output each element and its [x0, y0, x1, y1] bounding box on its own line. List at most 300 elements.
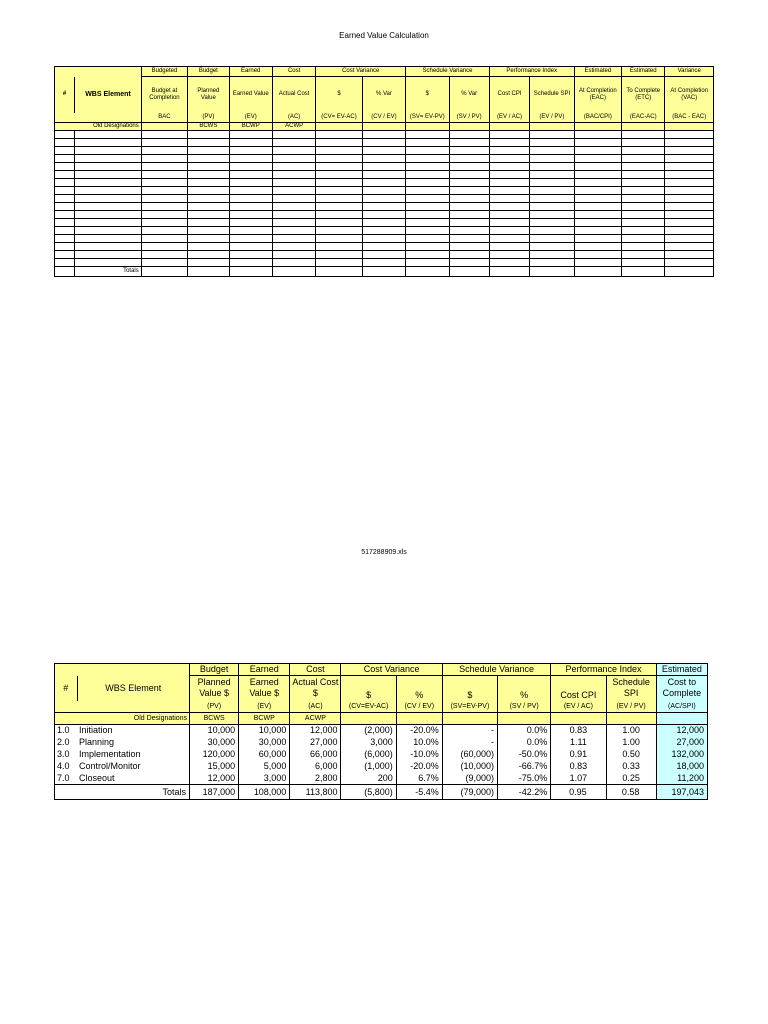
template-empty-cell [530, 187, 574, 195]
template-empty-cell [75, 131, 142, 139]
row-etc: 12,000 [656, 725, 707, 737]
template-empty-cell [449, 139, 489, 147]
template-empty-cell [489, 155, 529, 163]
formula-label: (PV) [190, 701, 239, 713]
template-empty-cell [665, 203, 714, 211]
template-empty-cell [574, 147, 621, 155]
row-spi: 1.00 [606, 725, 656, 737]
formula-label: BAC [141, 113, 187, 123]
template-empty-cell [622, 219, 665, 227]
template-empty-cell [665, 163, 714, 171]
totals-etc: 197,043 [656, 785, 707, 800]
template-empty-cell [574, 211, 621, 219]
formula-label: (CV / EV) [396, 701, 442, 713]
template-empty-cell [316, 227, 362, 235]
template-empty-cell [449, 131, 489, 139]
template-table [54, 66, 714, 277]
template-empty-cell [229, 195, 272, 203]
template-empty-row [55, 235, 714, 243]
row-number: 1.0 [55, 725, 78, 737]
formula-label: (PV) [188, 113, 229, 123]
template-empty-cell [489, 219, 529, 227]
row-name: Implementation [77, 749, 190, 761]
template-empty-cell [406, 235, 449, 243]
row-pv: 120,000 [190, 749, 239, 761]
template-empty-cell [362, 251, 405, 259]
row-sv: (10,000) [442, 761, 497, 773]
template-empty-cell [272, 243, 315, 251]
row-name: Control/Monitor [77, 761, 190, 773]
row-cv-percent: 6.7% [396, 773, 442, 785]
old-designation: BCWS [188, 123, 229, 131]
template-empty-cell [574, 139, 621, 147]
template-empty-cell [75, 219, 142, 227]
template-empty-cell [574, 243, 621, 251]
template-empty-cell [665, 131, 714, 139]
template-empty-cell [362, 235, 405, 243]
template-empty-cell [229, 187, 272, 195]
template-empty-cell [272, 259, 315, 267]
row-cv: 3,000 [341, 737, 396, 749]
old-designation: ACWP [290, 713, 341, 725]
totals-sv-percent: -42.2% [498, 785, 551, 800]
template-empty-cell [272, 131, 315, 139]
template-empty-cell [622, 211, 665, 219]
template-empty-cell [55, 171, 75, 179]
formula-label: (AC) [272, 113, 315, 123]
group-header: Cost Variance [316, 67, 406, 77]
old-designation: ACWP [272, 123, 315, 131]
template-empty-cell [141, 227, 187, 235]
row-sv-percent: 0.0% [498, 737, 551, 749]
template-empty-cell [55, 211, 75, 219]
row-pv: 10,000 [190, 725, 239, 737]
template-empty-cell [362, 155, 405, 163]
row-ac: 66,000 [290, 749, 341, 761]
template-empty-cell [406, 195, 449, 203]
template-empty-cell [272, 203, 315, 211]
formula-label: (EV / AC) [489, 113, 529, 123]
group-header: Cost [272, 67, 315, 77]
template-empty-cell [55, 227, 75, 235]
template-empty-cell [622, 131, 665, 139]
template-empty-cell [449, 187, 489, 195]
row-etc: 18,000 [656, 761, 707, 773]
row-etc: 27,000 [656, 737, 707, 749]
template-empty-cell [75, 243, 142, 251]
template-empty-cell [141, 163, 187, 171]
template-empty-cell [489, 259, 529, 267]
template-empty-cell [665, 251, 714, 259]
template-empty-cell [55, 243, 75, 251]
old-designations-label: Old Designations [55, 713, 190, 725]
template-empty-cell [362, 219, 405, 227]
template-empty-row [55, 155, 714, 163]
template-empty-row [55, 147, 714, 155]
template-empty-cell [406, 155, 449, 163]
template-empty-cell [141, 219, 187, 227]
formula-label: (EV / PV) [530, 113, 574, 123]
template-empty-cell [188, 227, 229, 235]
template-empty-cell [141, 147, 187, 155]
template-empty-cell [188, 139, 229, 147]
row-cv-percent: -20.0% [396, 761, 442, 773]
row-name: Closeout [77, 773, 190, 785]
template-empty-cell [574, 251, 621, 259]
template-empty-cell [188, 131, 229, 139]
template-empty-cell [489, 251, 529, 259]
template-empty-cell [489, 187, 529, 195]
template-empty-cell [272, 147, 315, 155]
table-row [55, 749, 708, 761]
table-row [55, 725, 708, 737]
table-row [55, 761, 708, 773]
template-empty-cell [530, 147, 574, 155]
template-empty-cell [574, 131, 621, 139]
template-empty-row [55, 203, 714, 211]
formula-label: (EV / AC) [551, 701, 606, 713]
template-empty-cell [272, 195, 315, 203]
template-empty-cell [530, 195, 574, 203]
template-empty-cell [665, 243, 714, 251]
template-empty-cell [229, 211, 272, 219]
row-etc: 132,000 [656, 749, 707, 761]
template-empty-cell [449, 203, 489, 211]
template-empty-cell [489, 203, 529, 211]
template-empty-cell [530, 219, 574, 227]
template-empty-cell [272, 211, 315, 219]
template-empty-cell [55, 195, 75, 203]
header-corner [55, 664, 190, 676]
column-label: % [396, 676, 442, 701]
column-label: Planned Value $ [190, 676, 239, 701]
template-empty-cell [449, 211, 489, 219]
row-spi: 0.25 [606, 773, 656, 785]
wbs-header: WBS Element [75, 77, 142, 113]
hash-header: # [55, 77, 75, 113]
template-empty-cell [622, 147, 665, 155]
template-empty-cell [622, 179, 665, 187]
template-empty-cell [406, 251, 449, 259]
row-cv-percent: -10.0% [396, 749, 442, 761]
row-sv-percent: -75.0% [498, 773, 551, 785]
template-empty-cell [622, 203, 665, 211]
column-label: Cost CPI [489, 77, 529, 113]
template-empty-cell [665, 179, 714, 187]
template-empty-cell [55, 259, 75, 267]
template-empty-cell [55, 179, 75, 187]
template-empty-cell [229, 139, 272, 147]
template-empty-cell [316, 219, 362, 227]
template-empty-cell [362, 147, 405, 155]
template-empty-cell [530, 203, 574, 211]
template-empty-cell [75, 235, 142, 243]
template-empty-cell [406, 147, 449, 155]
template-empty-cell [362, 163, 405, 171]
template-empty-cell [449, 243, 489, 251]
column-label: % Var [449, 77, 489, 113]
template-empty-cell [55, 155, 75, 163]
template-empty-cell [622, 235, 665, 243]
template-empty-cell [574, 235, 621, 243]
group-header: Schedule Variance [442, 664, 550, 676]
column-label: Schedule SPI [606, 676, 656, 701]
wbs-header: WBS Element [77, 676, 190, 701]
group-header: Budget [188, 67, 229, 77]
template-empty-row [55, 187, 714, 195]
template-empty-cell [449, 155, 489, 163]
template-empty-cell [316, 155, 362, 163]
table-row [55, 737, 708, 749]
template-empty-row [55, 195, 714, 203]
template-empty-cell [574, 171, 621, 179]
template-empty-cell [406, 259, 449, 267]
template-empty-cell [316, 251, 362, 259]
template-empty-cell [316, 163, 362, 171]
template-empty-cell [622, 251, 665, 259]
file-name: 517288909.xls [361, 549, 407, 556]
old-designation: BCWP [229, 123, 272, 131]
old-designation: BCWS [190, 713, 239, 725]
template-empty-row [55, 139, 714, 147]
row-pv: 30,000 [190, 737, 239, 749]
template-empty-cell [75, 187, 142, 195]
template-empty-cell [55, 163, 75, 171]
template-empty-cell [622, 187, 665, 195]
template-empty-cell [188, 171, 229, 179]
formula-label: (CV=EV-AC) [341, 701, 396, 713]
template-empty-cell [75, 147, 142, 155]
group-header: Performance Index [489, 67, 574, 77]
template-empty-cell [489, 163, 529, 171]
group-header: Schedule Variance [406, 67, 490, 77]
group-header: Earned [239, 664, 290, 676]
template-empty-cell [272, 179, 315, 187]
row-ac: 27,000 [290, 737, 341, 749]
example-data-rows [55, 725, 708, 785]
formula-label: (EAC-AC) [622, 113, 665, 123]
row-cv: 200 [341, 773, 396, 785]
template-empty-cell [316, 243, 362, 251]
template-empty-cell [489, 171, 529, 179]
template-empty-cell [406, 211, 449, 219]
template-empty-cell [489, 195, 529, 203]
template-empty-cell [449, 179, 489, 187]
template-empty-cell [530, 155, 574, 163]
group-header: Budgeted [141, 67, 187, 77]
group-header: Estimated [656, 664, 707, 676]
template-empty-cell [574, 187, 621, 195]
column-label: $ [316, 77, 362, 113]
template-empty-cell [316, 203, 362, 211]
template-empty-cell [530, 163, 574, 171]
template-empty-cell [141, 243, 187, 251]
formula-label: (BAC/CPI) [574, 113, 621, 123]
template-empty-cell [406, 131, 449, 139]
template-empty-cell [272, 187, 315, 195]
template-empty-row [55, 227, 714, 235]
row-pv: 12,000 [190, 773, 239, 785]
row-cv: (6,000) [341, 749, 396, 761]
template-empty-cell [574, 227, 621, 235]
template-empty-cell [316, 147, 362, 155]
template-empty-cell [489, 179, 529, 187]
template-empty-cell [75, 195, 142, 203]
template-empty-cell [665, 171, 714, 179]
column-label: $ [442, 676, 497, 701]
column-label: To Complete (ETC) [622, 77, 665, 113]
template-empty-cell [316, 171, 362, 179]
template-empty-cell [75, 227, 142, 235]
column-label: % [498, 676, 551, 701]
template-empty-cell [316, 259, 362, 267]
row-number: 4.0 [55, 761, 78, 773]
old-designation: BCWP [239, 713, 290, 725]
group-header: Variance [665, 67, 714, 77]
template-empty-cell [316, 179, 362, 187]
template-empty-cell [574, 163, 621, 171]
template-empty-cell [622, 139, 665, 147]
row-ev: 10,000 [239, 725, 290, 737]
page-title: Earned Value Calculation [339, 31, 429, 40]
column-label: Planned Value [188, 77, 229, 113]
template-empty-cell [574, 179, 621, 187]
formula-label: (EV / PV) [606, 701, 656, 713]
template-empty-row [55, 163, 714, 171]
formula-label: (CV= EV-AC) [316, 113, 362, 123]
template-empty-cell [362, 243, 405, 251]
template-empty-cell [406, 243, 449, 251]
template-empty-cell [75, 179, 142, 187]
row-sv: - [442, 737, 497, 749]
template-empty-cell [574, 195, 621, 203]
row-ac: 6,000 [290, 761, 341, 773]
template-empty-cell [229, 179, 272, 187]
template-empty-cell [406, 171, 449, 179]
row-cv-percent: -20.0% [396, 725, 442, 737]
template-empty-cell [574, 219, 621, 227]
totals-sv: (79,000) [442, 785, 497, 800]
row-pv: 15,000 [190, 761, 239, 773]
column-label: $ [406, 77, 449, 113]
row-spi: 0.50 [606, 749, 656, 761]
row-sv: (60,000) [442, 749, 497, 761]
formula-label: (CV / EV) [362, 113, 405, 123]
hash-header: # [55, 676, 78, 701]
row-cpi: 0.83 [551, 725, 606, 737]
template-empty-cell [188, 219, 229, 227]
column-label: Actual Cost [272, 77, 315, 113]
template-empty-cell [362, 139, 405, 147]
template-empty-cell [489, 139, 529, 147]
old-designation-cell [141, 123, 187, 131]
template-empty-cell [665, 227, 714, 235]
template-empty-cell [229, 227, 272, 235]
template-empty-cell [489, 147, 529, 155]
template-empty-cell [75, 155, 142, 163]
template-empty-cell [530, 243, 574, 251]
template-empty-row [55, 211, 714, 219]
column-label: % Var [362, 77, 405, 113]
template-empty-cell [406, 227, 449, 235]
column-label: Schedule SPI [530, 77, 574, 113]
group-header: Estimated [574, 67, 621, 77]
template-empty-cell [55, 139, 75, 147]
totals-cpi: 0.95 [551, 785, 606, 800]
totals-ev: 108,000 [239, 785, 290, 800]
template-empty-cell [188, 195, 229, 203]
template-empty-cell [449, 147, 489, 155]
group-header: Cost Variance [341, 664, 442, 676]
formula-label: (SV= EV-PV) [406, 113, 449, 123]
formula-label: (EV) [229, 113, 272, 123]
template-empty-cell [188, 155, 229, 163]
totals-spi: 0.58 [606, 785, 656, 800]
totals-label: Totals [77, 785, 190, 800]
row-cpi: 0.83 [551, 761, 606, 773]
row-sv: - [442, 725, 497, 737]
formula-label: (EV) [239, 701, 290, 713]
template-empty-cell [55, 147, 75, 155]
template-empty-cell [272, 219, 315, 227]
template-empty-cell [229, 147, 272, 155]
row-ev: 60,000 [239, 749, 290, 761]
column-label: $ [341, 676, 396, 701]
template-empty-cell [188, 235, 229, 243]
template-empty-cell [622, 227, 665, 235]
template-empty-cell [316, 139, 362, 147]
template-empty-cell [489, 211, 529, 219]
template-empty-cell [665, 259, 714, 267]
formula-label: (SV / PV) [449, 113, 489, 123]
template-empty-cell [574, 259, 621, 267]
template-empty-cell [574, 155, 621, 163]
template-empty-cell [141, 195, 187, 203]
template-empty-cell [362, 211, 405, 219]
column-label: Earned Value $ [239, 676, 290, 701]
template-empty-cell [449, 163, 489, 171]
template-empty-cell [622, 163, 665, 171]
template-empty-cell [188, 187, 229, 195]
template-empty-cell [449, 227, 489, 235]
template-empty-row [55, 251, 714, 259]
template-empty-cell [530, 139, 574, 147]
template-empty-cell [272, 171, 315, 179]
template-empty-cell [316, 211, 362, 219]
template-empty-row [55, 179, 714, 187]
template-empty-row [55, 219, 714, 227]
template-empty-cell [449, 219, 489, 227]
template-empty-cell [574, 203, 621, 211]
row-spi: 1.00 [606, 737, 656, 749]
template-empty-cell [141, 187, 187, 195]
group-header: Budget [190, 664, 239, 676]
template-empty-cell [489, 131, 529, 139]
template-empty-cell [489, 235, 529, 243]
template-empty-cell [141, 251, 187, 259]
template-empty-cell [406, 179, 449, 187]
template-empty-cell [229, 243, 272, 251]
table-row [55, 773, 708, 785]
template-empty-cell [188, 147, 229, 155]
row-name: Planning [77, 737, 190, 749]
row-cpi: 1.07 [551, 773, 606, 785]
template-empty-cell [229, 155, 272, 163]
template-empty-cell [75, 163, 142, 171]
row-number: 2.0 [55, 737, 78, 749]
template-empty-cell [229, 171, 272, 179]
template-empty-cell [188, 243, 229, 251]
